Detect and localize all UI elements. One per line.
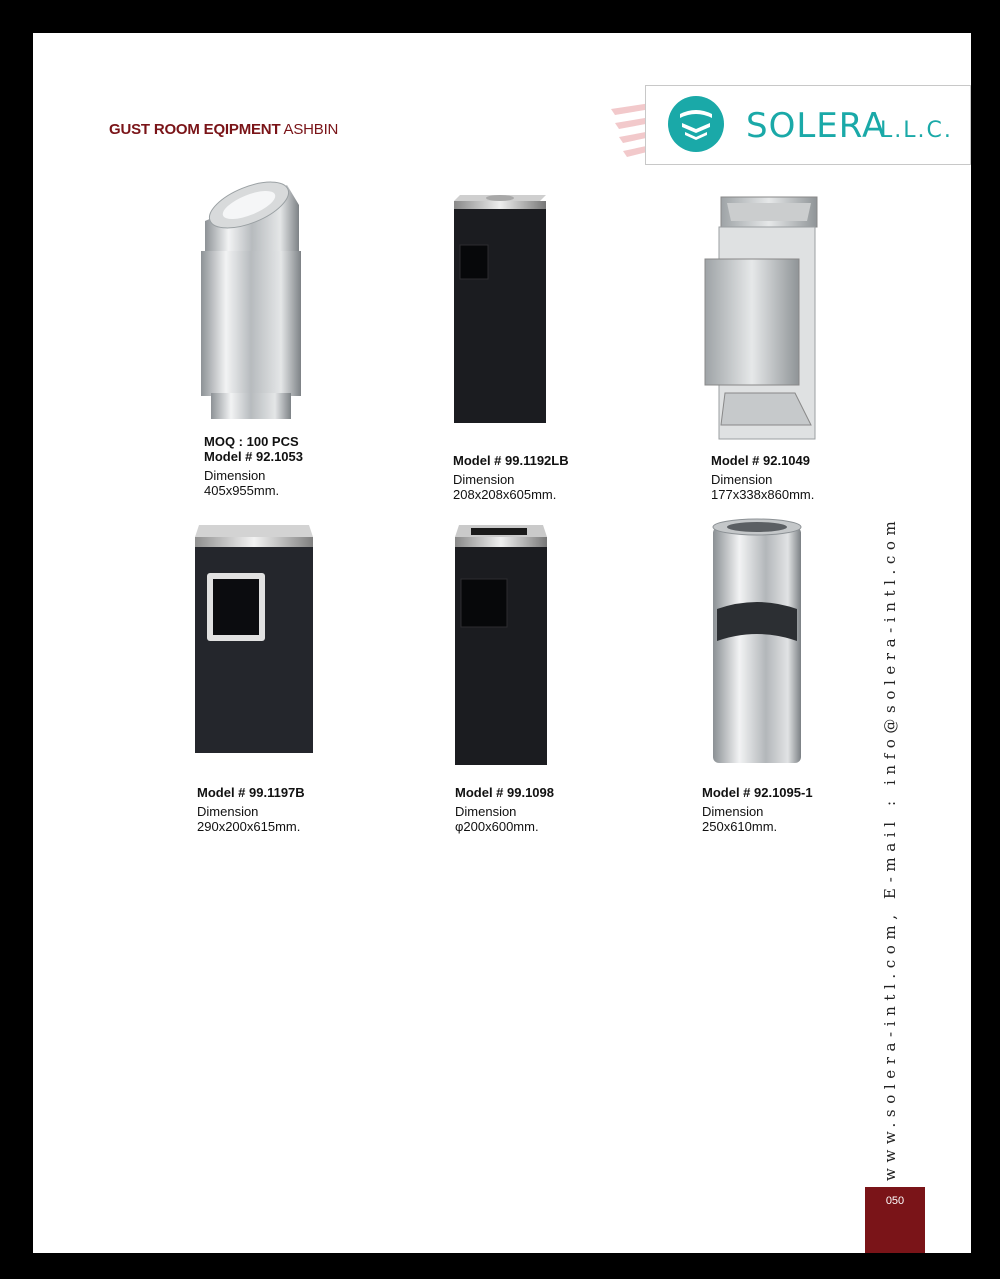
product-image-92-1095-1	[707, 517, 807, 767]
dimension-label: Dimension	[455, 804, 517, 819]
dimension-value: 405x955mm.	[204, 483, 280, 498]
model-number: Model # 99.1192LB	[453, 453, 569, 468]
logo-suffix: L.L.C.	[880, 118, 953, 143]
page-title	[109, 121, 338, 138]
logo-name: SOLERA	[746, 106, 887, 146]
dimension-value: 208x208x605mm.	[453, 487, 557, 502]
catalog-page	[33, 33, 971, 1253]
page-number-tab	[865, 1187, 925, 1253]
model-number: Model # 99.1197B	[197, 785, 305, 800]
model-number: Model # 92.1095-1	[702, 785, 813, 800]
contact-vertical-text: www.solera-intl.com, E-mail : info@solera-intl.com	[881, 515, 899, 1181]
product-caption-2	[453, 453, 569, 502]
product-caption-4	[197, 785, 305, 834]
dimension-value: 177x338x860mm.	[711, 487, 815, 502]
product-caption-6	[702, 785, 813, 834]
dimension-label: Dimension	[711, 472, 773, 487]
dimension-value: 250x610mm.	[702, 819, 778, 834]
product-image-99-1098	[449, 523, 549, 773]
company-logo	[645, 85, 971, 165]
product-image-92-1049	[699, 193, 819, 443]
dimension-label: Dimension	[197, 804, 259, 819]
dimension-value: 290x200x615mm.	[197, 819, 301, 834]
page-number: 050	[885, 1195, 905, 1207]
dimension-value: φ200x600mm.	[455, 819, 539, 834]
model-number: Model # 92.1053	[204, 449, 303, 464]
dimension-label: Dimension	[702, 804, 764, 819]
product-caption-3	[711, 453, 814, 502]
title-bold: GUST ROOM EQIPMENT	[109, 121, 281, 138]
dimension-label: Dimension	[204, 468, 266, 483]
dimension-label: Dimension	[453, 472, 515, 487]
product-caption-1	[204, 434, 303, 498]
model-number: Model # 99.1098	[455, 785, 554, 800]
product-image-92-1053	[191, 181, 301, 431]
product-image-99-1192lb	[448, 191, 548, 431]
product-caption-5	[455, 785, 554, 834]
title-category: ASHBIN	[283, 121, 339, 138]
logo-emblem-icon	[668, 96, 724, 152]
moq-text: MOQ : 100 PCS	[204, 434, 299, 449]
model-number: Model # 92.1049	[711, 453, 810, 468]
product-image-99-1197b	[191, 523, 321, 763]
